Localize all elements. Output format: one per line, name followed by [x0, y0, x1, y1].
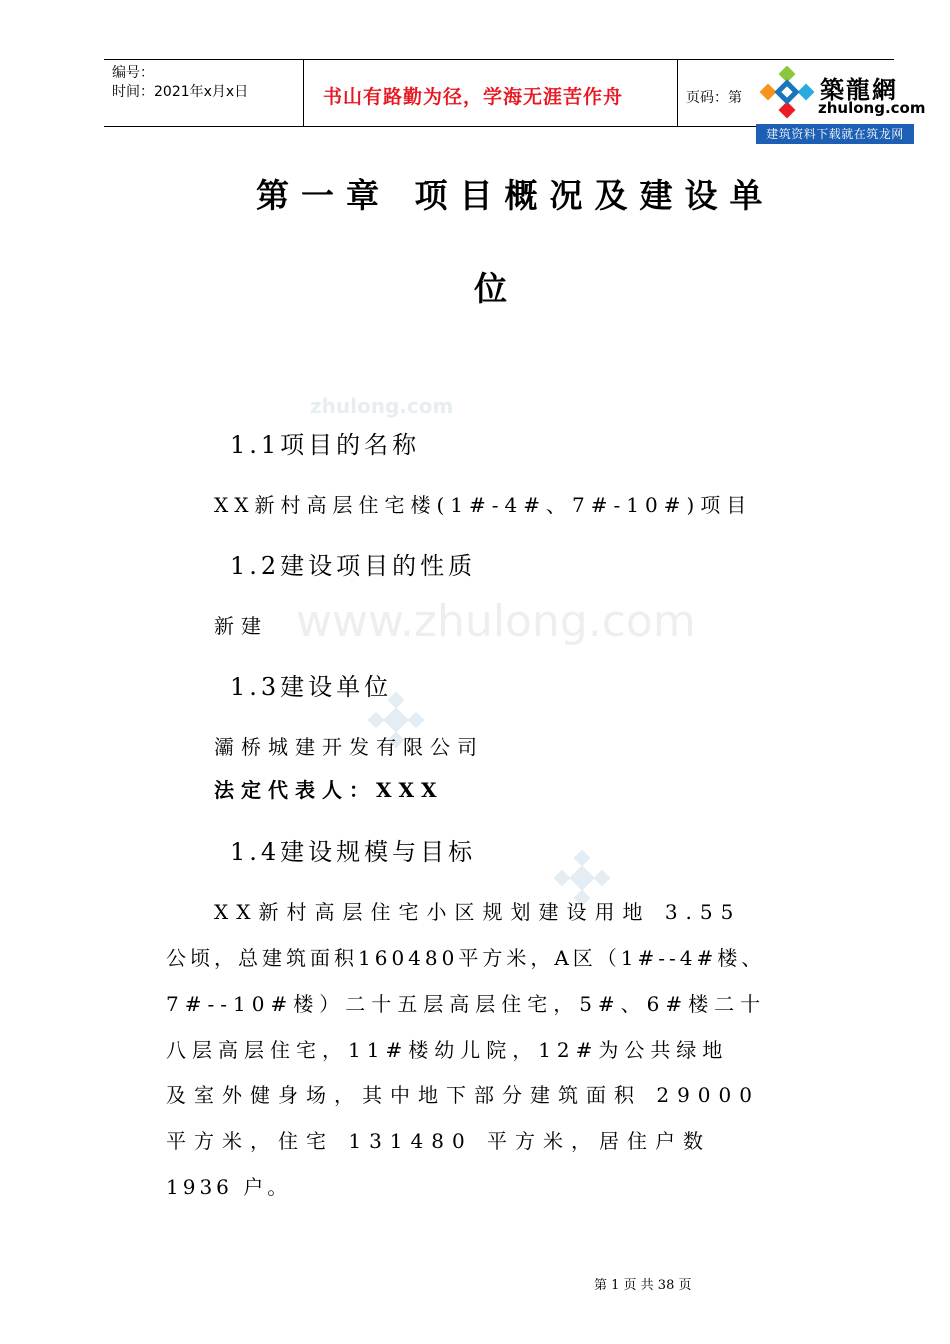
time-label: 时间：2021年x月x日 — [112, 84, 249, 100]
legal-representative-text: 法定代表人：XXX — [214, 778, 444, 802]
snowflake-logo-icon — [756, 66, 818, 122]
chapter-title-line1: 第一章 项目概况及建设单 — [256, 176, 775, 215]
body-line: 平方米，住宅 131480 平方米，居住户数 — [166, 1129, 712, 1153]
body-line: 公顷，总建筑面积160480平方米，A区（1#--4#楼、 — [166, 946, 766, 970]
developer-name-text: 灞桥城建开发有限公司 — [214, 735, 484, 759]
zhulong-logo — [756, 66, 926, 146]
section-heading-1-2: 1.2建设项目的性质 — [230, 552, 477, 580]
watermark-small: zhulong.com — [310, 394, 454, 418]
header-motto: 书山有路勤为径，学海无涯苦作舟 — [323, 86, 624, 108]
watermark-large: www.zhulong.com — [296, 596, 696, 647]
header-divider-left — [303, 59, 304, 127]
project-nature-text: 新建 — [214, 614, 268, 638]
header-divider-right — [677, 59, 678, 127]
project-name-text: XX新村高层住宅楼(1#-4#、7#-10#)项目 — [214, 493, 753, 517]
body-line: 1936 户。 — [166, 1175, 292, 1199]
section-heading-1-4: 1.4建设规模与目标 — [230, 838, 477, 866]
logo-slogan: 建筑资料下载就在筑龙网 — [756, 124, 914, 144]
page-number-label: 页码：第 — [686, 90, 742, 106]
section-heading-1-3: 1.3建设单位 — [230, 673, 393, 701]
body-line: 7#--10#楼）二十五层高层住宅，5#、6#楼二十 — [166, 992, 767, 1016]
header-top-border — [104, 59, 894, 60]
logo-name: 築龍網 — [820, 75, 898, 104]
body-line: 及室外健身场，其中地下部分建筑面积 29000 — [166, 1083, 760, 1107]
chapter-title-line2: 位 — [474, 269, 519, 308]
serial-number-label: 编号： — [112, 65, 154, 81]
page-footer: 第 1 页 共 38 页 — [594, 1278, 692, 1293]
body-line: XX新村高层住宅小区规划建设用地 3.55 — [214, 900, 742, 924]
body-line: 八层高层住宅，11#楼幼儿院，12#为公共绿地 — [166, 1038, 729, 1062]
section-heading-1-1: 1.1项目的名称 — [230, 431, 421, 459]
logo-domain: zhulong.com — [818, 99, 926, 117]
